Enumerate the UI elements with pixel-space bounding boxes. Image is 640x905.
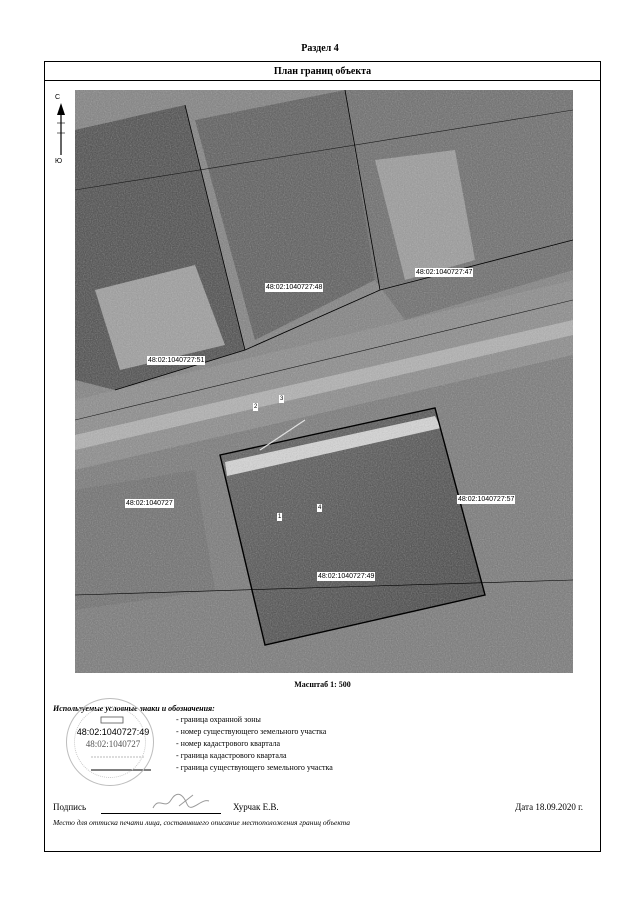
legend-item: [53, 714, 593, 726]
south-label: Ю: [55, 158, 63, 165]
point-label: 1: [278, 514, 282, 520]
point-label: 3: [280, 396, 284, 402]
section-title: Раздел 4: [301, 43, 339, 54]
legend-item-label: - граница существующего земельного участка: [176, 763, 333, 772]
scale-label: Масштаб 1: 500: [294, 680, 351, 689]
legend-item-label: - граница охранной зоны: [176, 715, 261, 724]
parcel-label: 48:02:1040727:47: [416, 269, 473, 276]
signatory-name: Хурчак Е.В.: [233, 802, 279, 812]
parcel-label: 48:02:1040727:49: [318, 573, 375, 580]
parcel-label: 48:02:1040727:51: [148, 357, 205, 364]
legend-item: [53, 762, 593, 774]
quarter-boundary-symbol: [53, 750, 173, 762]
stamp-note: Место для оттиска печати лица, составившего описание местоположения границ объекта: [53, 818, 351, 827]
parcel-label: 48:02:1040727: [126, 500, 173, 507]
legend-item: [53, 750, 593, 762]
compass: [51, 94, 71, 168]
signature-row: [53, 802, 593, 816]
signature-label: Подпись: [53, 802, 87, 812]
handwritten-signature: [149, 792, 219, 814]
legend-item-label: - граница кадастрового квартала: [176, 751, 287, 760]
parcel-label: 48:02:1040727:57: [458, 496, 515, 503]
legend-item: [53, 726, 593, 738]
aerial-map: [75, 90, 573, 673]
document-frame: [44, 61, 601, 852]
signature-date: Дата 18.09.2020 г.: [515, 802, 583, 812]
parcel-label: 48:02:1040727:48: [266, 284, 323, 291]
legend-item: [53, 738, 593, 750]
quarter-number-symbol: 48:02:1040727: [85, 739, 141, 749]
page-title: План границ объекта: [45, 62, 600, 81]
north-arrow-icon: [51, 103, 71, 163]
legend-item-label: - номер существующего земельного участка: [176, 727, 327, 736]
aerial-photo: [75, 90, 573, 673]
parcel-boundary-symbol: [53, 762, 173, 774]
zone-boundary-symbol: [53, 714, 173, 726]
legend-title: Используемые условные знаки и обозначения:: [53, 704, 215, 713]
legend-item-label: - номер кадастрового квартала: [176, 739, 281, 748]
north-label: С: [55, 94, 61, 101]
parcel-number-symbol: 48:02:1040727:49: [76, 727, 150, 737]
point-label: 4: [318, 505, 322, 511]
legend: [53, 704, 593, 774]
point-label: 2: [254, 404, 258, 410]
